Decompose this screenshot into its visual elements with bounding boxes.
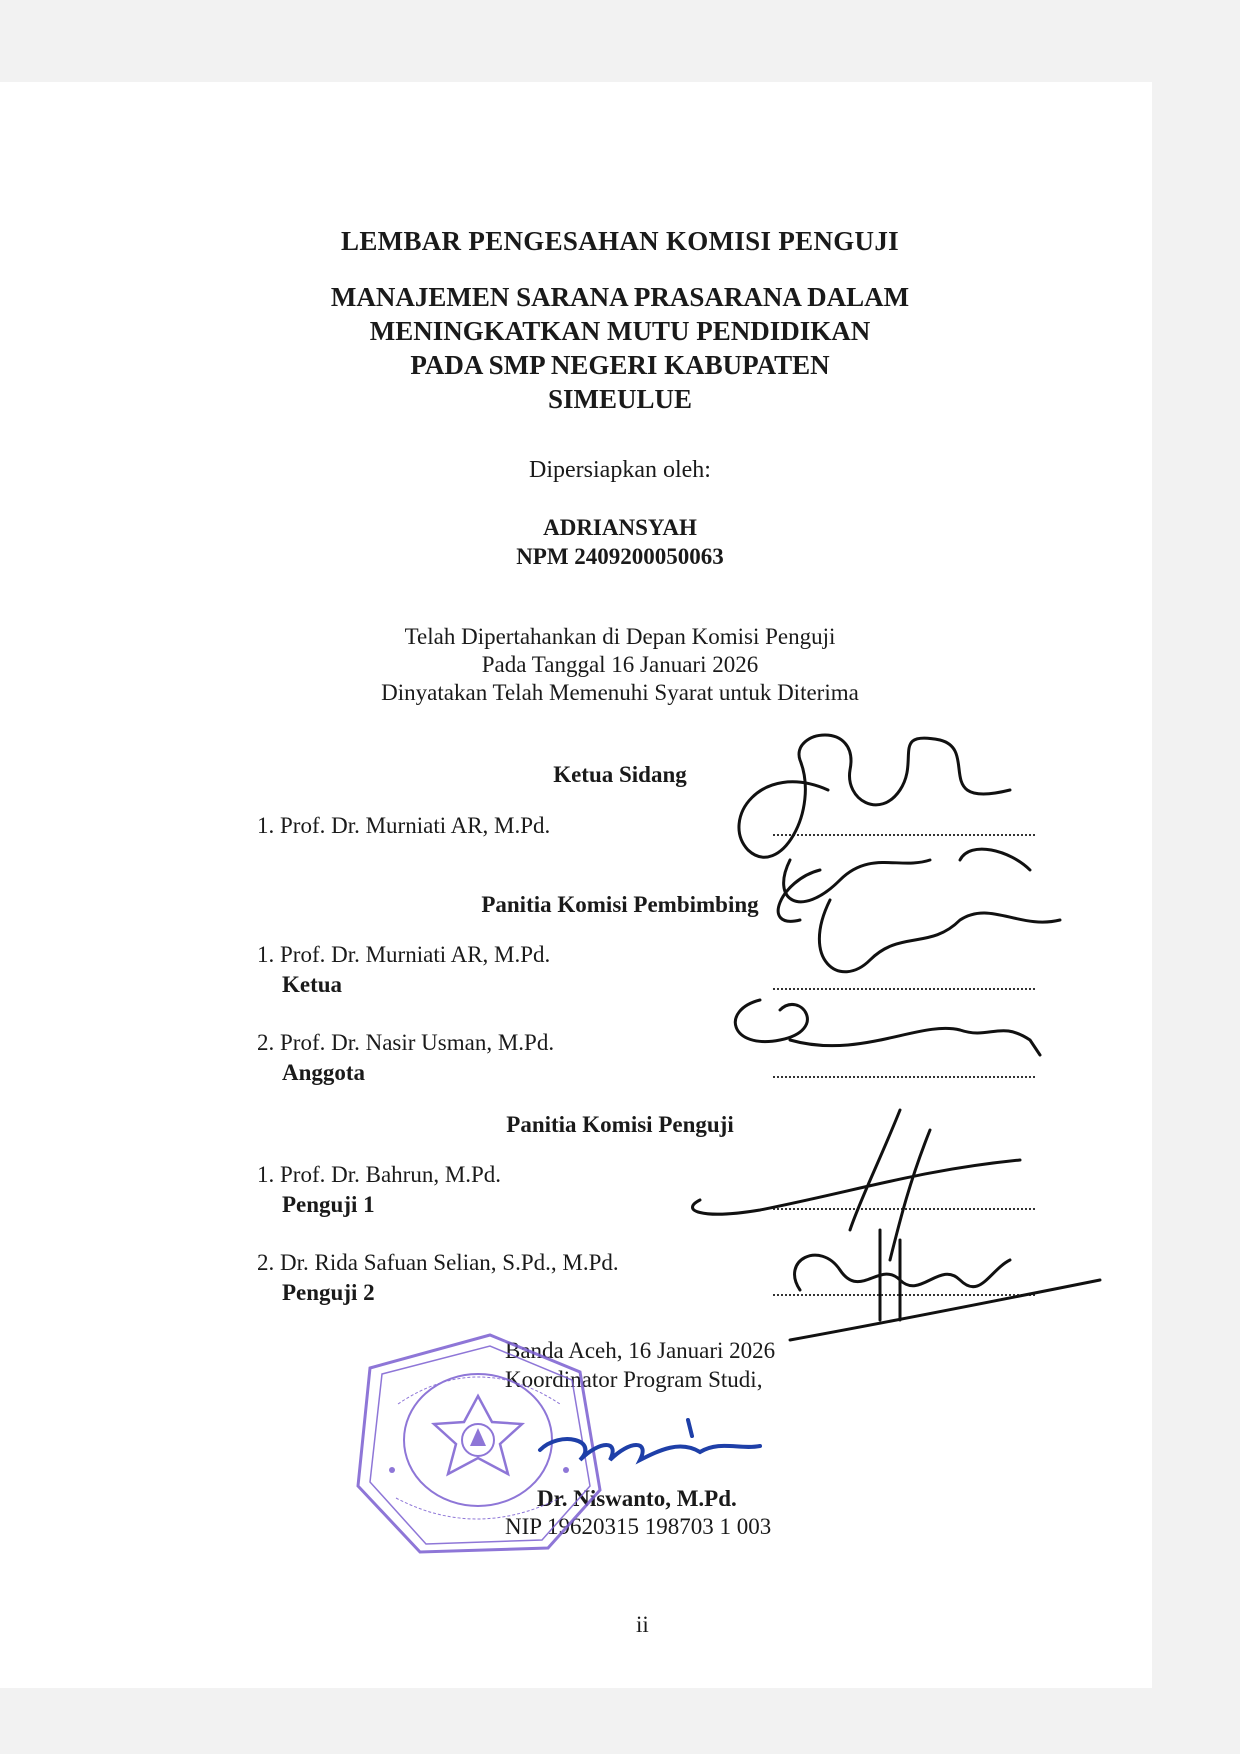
supervisor-2-role: Anggota bbox=[282, 1060, 366, 1085]
examiner-1-signature bbox=[693, 1110, 1021, 1260]
place-date: Banda Aceh, 16 Januari 2026 bbox=[505, 1338, 776, 1363]
prepared-by-label: Dipersiapkan oleh: bbox=[529, 457, 711, 483]
defense-line-3: Dinyatakan Telah Memenuhi Syarat untuk Diterima bbox=[381, 680, 859, 705]
author-name: ADRIANSYAH bbox=[543, 515, 697, 540]
supervisor-2-signature bbox=[735, 1000, 1040, 1055]
examiner-2-signature bbox=[790, 1230, 1100, 1340]
supervisor-1-name: 1. Prof. Dr. Murniati AR, M.Pd. bbox=[257, 942, 551, 967]
coordinator-nip: NIP 19620315 198703 1 003 bbox=[505, 1514, 772, 1539]
thesis-title-line-4: SIMEULUE bbox=[547, 384, 693, 414]
supervisors-section-title: Panitia Komisi Pembimbing bbox=[481, 892, 759, 917]
coordinator-name: Dr. Niswanto, M.Pd. bbox=[537, 1486, 737, 1511]
thesis-title-line-1: MANAJEMEN SARANA PRASARANA DALAM bbox=[330, 282, 910, 312]
thesis-title-line-3: PADA SMP NEGERI KABUPATEN bbox=[410, 350, 830, 380]
author-npm: NPM 2409200050063 bbox=[516, 544, 724, 569]
page-number: ii bbox=[636, 1612, 649, 1637]
official-stamp bbox=[358, 1335, 600, 1552]
examiners-section-title: Panitia Komisi Penguji bbox=[506, 1112, 734, 1137]
examiner-1-role: Penguji 1 bbox=[282, 1192, 375, 1217]
chair-member-name: 1. Prof. Dr. Murniati AR, M.Pd. bbox=[257, 813, 551, 838]
examiner-2-name: 2. Dr. Rida Safuan Selian, S.Pd., M.Pd. bbox=[257, 1250, 619, 1275]
supervisor-1-signature bbox=[778, 870, 1060, 972]
coordinator-signature bbox=[540, 1420, 760, 1460]
coordinator-title: Koordinator Program Studi, bbox=[505, 1367, 763, 1392]
defense-line-2: Pada Tanggal 16 Januari 2026 bbox=[481, 652, 759, 677]
defense-line-1: Telah Dipertahankan di Depan Komisi Penguji bbox=[404, 624, 836, 649]
document-heading: LEMBAR PENGESAHAN KOMISI PENGUJI bbox=[341, 226, 899, 256]
chair-section-title: Ketua Sidang bbox=[553, 762, 687, 787]
examiner-2-role: Penguji 2 bbox=[282, 1280, 375, 1305]
thesis-title-line-2: MENINGKATKAN MUTU PENDIDIKAN bbox=[369, 316, 871, 346]
supervisor-1-role: Ketua bbox=[282, 972, 343, 997]
supervisor-2-name: 2. Prof. Dr. Nasir Usman, M.Pd. bbox=[257, 1030, 555, 1055]
chair-signature bbox=[739, 735, 1030, 902]
examiner-1-name: 1. Prof. Dr. Bahrun, M.Pd. bbox=[257, 1162, 502, 1187]
